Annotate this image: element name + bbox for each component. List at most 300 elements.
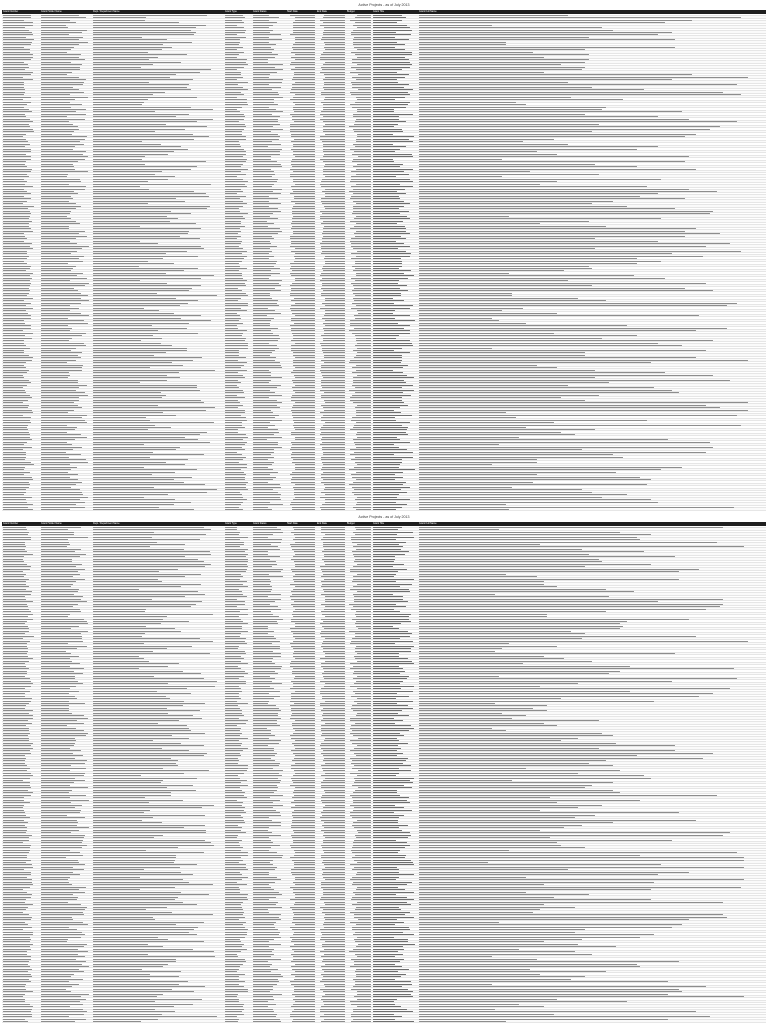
table-cell <box>346 474 372 475</box>
text-placeholder <box>419 20 692 21</box>
text-placeholder <box>93 392 161 393</box>
text-placeholder <box>225 39 240 40</box>
text-placeholder <box>321 198 345 199</box>
text-placeholder <box>419 542 717 543</box>
table-cell <box>92 54 224 55</box>
text-placeholder <box>373 268 399 269</box>
table-cell <box>252 59 286 60</box>
text-placeholder <box>3 345 26 346</box>
text-placeholder <box>41 432 67 433</box>
text-placeholder <box>419 412 506 413</box>
table-cell <box>418 31 766 32</box>
text-placeholder <box>253 462 274 463</box>
table-cell <box>316 200 346 201</box>
text-placeholder <box>225 179 243 180</box>
table-cell <box>372 158 418 159</box>
table-cell <box>252 586 286 587</box>
table-cell <box>346 153 372 154</box>
text-placeholder <box>253 228 280 229</box>
text-placeholder <box>225 131 242 132</box>
text-placeholder <box>324 99 345 100</box>
text-placeholder <box>41 84 83 85</box>
text-placeholder <box>295 258 315 259</box>
text-placeholder <box>3 556 24 557</box>
text-placeholder <box>291 442 315 443</box>
table-cell <box>92 606 224 607</box>
text-placeholder <box>293 362 315 363</box>
table-cell <box>252 260 286 261</box>
table-cell <box>316 546 346 547</box>
text-placeholder <box>350 397 371 398</box>
table-cell <box>40 397 92 398</box>
table-cell <box>286 359 316 360</box>
table-cell <box>2 230 40 231</box>
text-placeholder <box>322 238 345 239</box>
table-cell <box>418 188 766 189</box>
table-cell <box>2 578 40 579</box>
table-cell <box>92 454 224 455</box>
table-cell <box>252 188 286 189</box>
text-placeholder <box>419 266 589 267</box>
table-cell <box>346 459 372 460</box>
table-cell <box>316 69 346 70</box>
table-cell <box>418 133 766 134</box>
table-cell <box>372 526 418 527</box>
table-cell <box>316 431 346 432</box>
text-placeholder <box>325 256 345 257</box>
text-placeholder <box>3 425 28 426</box>
text-placeholder <box>253 616 279 617</box>
table-cell <box>40 352 92 353</box>
text-placeholder <box>93 20 145 21</box>
text-placeholder <box>225 571 246 572</box>
text-placeholder <box>356 275 371 276</box>
table-cell <box>346 528 372 529</box>
text-placeholder <box>373 606 406 607</box>
text-placeholder <box>322 442 345 443</box>
table-cell <box>346 103 372 104</box>
table-cell <box>92 352 224 353</box>
table-cell <box>2 454 40 455</box>
text-placeholder <box>3 146 25 147</box>
text-placeholder <box>350 325 371 326</box>
table-cell <box>346 270 372 271</box>
table-cell <box>92 218 224 219</box>
table-cell <box>92 459 224 460</box>
text-placeholder <box>41 159 85 160</box>
text-placeholder <box>324 400 345 401</box>
table-cell <box>418 228 766 229</box>
table-cell <box>2 158 40 159</box>
text-placeholder <box>93 467 144 468</box>
table-cell <box>346 61 372 62</box>
text-placeholder <box>373 87 404 88</box>
text-placeholder <box>325 261 345 262</box>
text-placeholder <box>323 415 345 416</box>
table-cell <box>224 280 252 281</box>
text-placeholder <box>41 52 67 53</box>
text-placeholder <box>373 251 406 252</box>
text-placeholder <box>321 492 345 493</box>
text-placeholder <box>3 589 26 590</box>
text-placeholder <box>419 537 637 538</box>
text-placeholder <box>93 251 187 252</box>
text-placeholder <box>225 318 241 319</box>
text-placeholder <box>253 211 281 212</box>
text-placeholder <box>419 107 606 108</box>
text-placeholder <box>3 357 33 358</box>
text-placeholder <box>253 571 281 572</box>
text-placeholder <box>419 238 595 239</box>
text-placeholder <box>225 253 242 254</box>
table-cell <box>92 240 224 241</box>
table-cell <box>346 260 372 261</box>
text-placeholder <box>41 323 88 324</box>
table-cell <box>92 429 224 430</box>
text-placeholder <box>373 77 405 78</box>
text-placeholder <box>419 360 748 361</box>
text-placeholder <box>253 467 268 468</box>
text-placeholder <box>373 134 393 135</box>
text-placeholder <box>253 298 272 299</box>
text-placeholder <box>3 489 26 490</box>
table-cell <box>372 561 418 562</box>
table-cell <box>92 24 224 25</box>
text-placeholder <box>291 57 315 58</box>
table-cell <box>316 156 346 157</box>
table-cell <box>316 225 346 226</box>
text-placeholder <box>253 586 272 587</box>
text-placeholder <box>3 434 30 435</box>
text-placeholder <box>225 69 237 70</box>
text-placeholder <box>291 479 315 480</box>
text-placeholder <box>373 581 396 582</box>
table-cell <box>40 210 92 211</box>
text-placeholder <box>41 566 76 567</box>
table-cell <box>372 223 418 224</box>
table-cell <box>92 98 224 99</box>
text-placeholder <box>322 437 345 438</box>
text-placeholder <box>323 574 345 575</box>
text-placeholder <box>291 320 315 321</box>
table-cell <box>316 51 346 52</box>
text-placeholder <box>294 534 315 535</box>
text-placeholder <box>295 484 315 485</box>
text-placeholder <box>93 141 142 142</box>
text-placeholder <box>325 499 345 500</box>
text-placeholder <box>320 211 345 212</box>
text-placeholder <box>225 233 238 234</box>
text-placeholder <box>293 370 315 371</box>
text-placeholder <box>3 144 30 145</box>
text-placeholder <box>373 74 409 75</box>
table-cell <box>224 16 252 17</box>
column-header: Dept / Department Name <box>93 522 120 525</box>
table-cell <box>346 203 372 204</box>
table-cell <box>224 553 252 554</box>
text-placeholder <box>373 131 403 132</box>
text-placeholder <box>356 434 371 435</box>
text-placeholder <box>295 402 315 403</box>
table-cell <box>286 71 316 72</box>
table-cell <box>2 265 40 266</box>
table-cell <box>418 126 766 127</box>
text-placeholder <box>358 89 371 90</box>
table-cell <box>286 41 316 42</box>
text-placeholder <box>352 333 371 334</box>
text-placeholder <box>295 464 315 465</box>
text-placeholder <box>93 278 201 279</box>
text-placeholder <box>419 184 540 185</box>
text-placeholder <box>355 462 371 463</box>
table-cell <box>346 608 372 609</box>
text-placeholder <box>293 589 315 590</box>
text-placeholder <box>41 111 76 112</box>
table-cell <box>372 277 418 278</box>
text-placeholder <box>253 589 272 590</box>
text-placeholder <box>354 489 371 490</box>
text-placeholder <box>419 251 741 252</box>
table-cell <box>92 205 224 206</box>
text-placeholder <box>93 464 185 465</box>
table-cell <box>40 108 92 109</box>
table-cell <box>2 486 40 487</box>
text-placeholder <box>373 313 393 314</box>
text-placeholder <box>419 189 689 190</box>
text-placeholder <box>93 270 184 271</box>
table-cell <box>252 546 286 547</box>
table-cell <box>316 128 346 129</box>
table-cell <box>224 320 252 321</box>
table-cell <box>224 402 252 403</box>
table-cell <box>2 195 40 196</box>
text-placeholder <box>373 474 395 475</box>
table-cell <box>40 41 92 42</box>
table-cell <box>224 185 252 186</box>
table-cell <box>2 203 40 204</box>
table-cell <box>286 175 316 176</box>
text-placeholder <box>41 211 71 212</box>
table-cell <box>316 325 346 326</box>
table-cell <box>372 121 418 122</box>
table-cell <box>224 178 252 179</box>
table-cell <box>372 228 418 229</box>
table-cell <box>224 586 252 587</box>
table-cell <box>346 466 372 467</box>
text-placeholder <box>373 614 411 615</box>
text-placeholder <box>419 320 499 321</box>
table-cell <box>40 548 92 549</box>
table-cell <box>316 586 346 587</box>
text-placeholder <box>41 261 83 262</box>
table-cell <box>372 94 418 95</box>
text-placeholder <box>3 348 30 349</box>
text-placeholder <box>323 79 345 80</box>
text-placeholder <box>253 310 275 311</box>
text-placeholder <box>41 208 76 209</box>
table-cell <box>372 389 418 390</box>
text-placeholder <box>93 601 202 602</box>
text-placeholder <box>93 532 154 533</box>
text-placeholder <box>356 256 371 257</box>
text-placeholder <box>225 27 244 28</box>
table-cell <box>372 86 418 87</box>
text-placeholder <box>419 390 672 391</box>
text-placeholder <box>373 596 403 597</box>
table-cell <box>252 615 286 616</box>
table-cell <box>224 225 252 226</box>
text-placeholder <box>291 89 315 90</box>
table-cell <box>92 479 224 480</box>
table-cell <box>252 593 286 594</box>
table-cell <box>346 44 372 45</box>
text-placeholder <box>225 362 247 363</box>
text-placeholder <box>93 131 155 132</box>
text-placeholder <box>225 295 248 296</box>
text-placeholder <box>93 300 198 301</box>
table-cell <box>316 402 346 403</box>
table-cell <box>92 180 224 181</box>
text-placeholder <box>3 126 30 127</box>
text-placeholder <box>225 487 246 488</box>
table-cell <box>286 178 316 179</box>
table-cell <box>2 357 40 358</box>
table-cell <box>418 49 766 50</box>
table-cell <box>372 456 418 457</box>
table-cell <box>316 330 346 331</box>
text-placeholder <box>3 186 33 187</box>
table-cell <box>92 235 224 236</box>
table-cell <box>316 334 346 335</box>
text-placeholder <box>225 439 243 440</box>
table-cell <box>286 479 316 480</box>
text-placeholder <box>41 454 81 455</box>
text-placeholder <box>93 196 209 197</box>
table-cell <box>418 573 766 574</box>
table-cell <box>316 238 346 239</box>
table-cell <box>40 86 92 87</box>
text-placeholder <box>357 57 371 58</box>
text-placeholder <box>419 201 613 202</box>
text-placeholder <box>41 196 71 197</box>
text-placeholder <box>321 293 345 294</box>
table-cell <box>252 543 286 544</box>
text-placeholder <box>419 437 519 438</box>
text-placeholder <box>225 462 239 463</box>
text-placeholder <box>41 221 76 222</box>
text-placeholder <box>93 25 206 26</box>
table-cell <box>286 131 316 132</box>
table-cell <box>372 349 418 350</box>
text-placeholder <box>293 25 315 26</box>
table-cell <box>252 397 286 398</box>
text-placeholder <box>41 156 88 157</box>
table-cell <box>252 436 286 437</box>
table-cell <box>418 200 766 201</box>
table-cell <box>286 382 316 383</box>
table-cell <box>316 245 346 246</box>
table-cell <box>286 508 316 509</box>
table-cell <box>316 349 346 350</box>
text-placeholder <box>41 609 80 610</box>
text-placeholder <box>253 258 269 259</box>
table-cell <box>224 230 252 231</box>
table-cell <box>40 451 92 452</box>
table-cell <box>286 322 316 323</box>
table-cell <box>224 34 252 35</box>
column-header: Grant Holder Name <box>41 10 62 13</box>
text-placeholder <box>320 444 345 445</box>
table-cell <box>40 292 92 293</box>
text-placeholder <box>419 198 685 199</box>
table-cell <box>224 583 252 584</box>
text-placeholder <box>93 370 215 371</box>
table-cell <box>92 79 224 80</box>
table-cell <box>372 591 418 592</box>
text-placeholder <box>3 315 31 316</box>
text-placeholder <box>291 502 315 503</box>
text-placeholder <box>373 367 403 368</box>
table-cell <box>252 596 286 597</box>
text-placeholder <box>419 196 640 197</box>
table-cell <box>40 39 92 40</box>
table-cell <box>418 526 766 527</box>
table-cell <box>252 578 286 579</box>
text-placeholder <box>350 360 371 361</box>
table-cell <box>92 36 224 37</box>
text-placeholder <box>3 22 33 23</box>
table-cell <box>418 66 766 67</box>
table-cell <box>92 59 224 60</box>
text-placeholder <box>373 300 404 301</box>
table-cell <box>372 382 418 383</box>
text-placeholder <box>322 504 345 505</box>
table-cell <box>224 531 252 532</box>
table-cell <box>372 434 418 435</box>
text-placeholder <box>41 589 79 590</box>
text-placeholder <box>419 94 741 95</box>
table-cell <box>346 213 372 214</box>
table-cell <box>40 556 92 557</box>
table-cell <box>2 300 40 301</box>
text-placeholder <box>253 176 272 177</box>
table-cell <box>2 39 40 40</box>
table-cell <box>372 421 418 422</box>
text-placeholder <box>253 454 271 455</box>
text-placeholder <box>353 129 371 130</box>
table-cell <box>224 322 252 323</box>
table-cell <box>252 581 286 582</box>
text-placeholder <box>225 497 243 498</box>
text-placeholder <box>41 67 80 68</box>
text-placeholder <box>93 221 170 222</box>
text-placeholder <box>355 392 371 393</box>
table-cell <box>40 528 92 529</box>
text-placeholder <box>373 47 395 48</box>
table-cell <box>372 116 418 117</box>
text-placeholder <box>253 156 271 157</box>
text-placeholder <box>3 280 30 281</box>
text-placeholder <box>93 67 141 68</box>
table-cell <box>286 163 316 164</box>
table-cell <box>2 91 40 92</box>
table-cell <box>92 489 224 490</box>
table-cell <box>418 84 766 85</box>
table-cell <box>372 613 418 614</box>
text-placeholder <box>373 554 405 555</box>
text-placeholder <box>324 549 345 550</box>
text-placeholder <box>41 487 71 488</box>
